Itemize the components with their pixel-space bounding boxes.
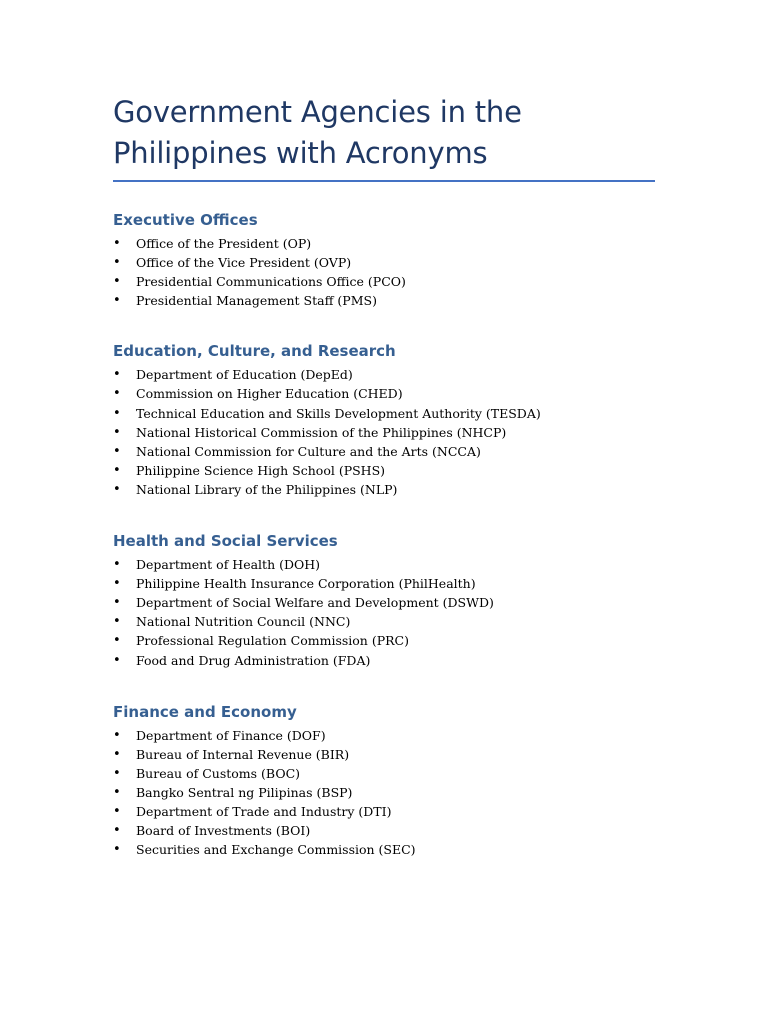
list-item-text: Technical Education and Skills Development Authority (TESDA) (136, 405, 541, 421)
bullet-icon: • (113, 405, 121, 421)
bullet-icon: • (113, 784, 121, 800)
list-item-text: Food and Drug Administration (FDA) (136, 652, 371, 668)
list-item-text: Department of Education (DepEd) (136, 367, 353, 383)
list-item-text: Philippine Science High School (PSHS) (136, 462, 386, 478)
list-item (113, 442, 655, 461)
bullet-icon: • (113, 424, 121, 440)
list-item (113, 384, 655, 403)
list-item-text: Office of the Vice President (OVP) (136, 255, 352, 271)
list-item-text: Philippine Health Insurance Corporation (PhilHealth) (136, 576, 476, 592)
section-education-culture-research (113, 341, 655, 499)
list-item-text: Office of the President (OP) (136, 236, 312, 251)
list-item (113, 821, 655, 840)
section-heading: Finance and Economy (113, 702, 297, 721)
bullet-icon: • (113, 765, 121, 781)
section-heading: Health and Social Services (113, 532, 338, 551)
list-item-text: Commission on Higher Education (CHED) (136, 386, 403, 402)
list-item (113, 461, 655, 480)
list-item (113, 574, 655, 593)
list-item (113, 480, 655, 499)
list-item (113, 612, 655, 631)
list-item (113, 764, 655, 783)
document-page (113, 92, 655, 859)
list-item (113, 272, 655, 291)
bullet-icon: • (113, 595, 121, 611)
bullet-list (113, 555, 655, 670)
list-item-text: Bangko Sentral ng Pilipinas (BSP) (136, 784, 353, 800)
list-item (113, 631, 655, 650)
list-item (113, 423, 655, 442)
list-item (113, 651, 655, 670)
list-item (113, 593, 655, 612)
bullet-icon: • (113, 614, 121, 630)
section-heading: Executive Offices (113, 211, 258, 229)
list-item-text: National Commission for Culture and the Arts (NCCA) (136, 443, 481, 459)
bullet-icon: • (113, 462, 121, 478)
bullet-icon: • (113, 652, 121, 668)
bullet-icon: • (113, 443, 121, 459)
bullet-icon: • (113, 842, 121, 858)
list-item (113, 253, 655, 272)
list-item (113, 555, 655, 574)
list-item-text: Presidential Communications Office (PCO) (136, 274, 406, 290)
list-item-text: National Historical Commission of the Philippines (NHCP) (136, 424, 507, 440)
bullet-icon: • (113, 293, 121, 309)
bullet-icon: • (113, 727, 121, 743)
section-heading: Education, Culture, and Research (113, 342, 396, 361)
list-item (113, 802, 655, 821)
section-executive-offices (113, 210, 655, 310)
list-item-text: National Nutrition Council (NNC) (136, 614, 351, 630)
bullet-icon: • (113, 746, 121, 762)
bullet-icon: • (113, 481, 121, 497)
list-item (113, 365, 655, 384)
list-item-text: Department of Trade and Industry (DTI) (136, 803, 392, 819)
bullet-list (113, 234, 655, 310)
list-item (113, 726, 655, 745)
list-item-text: Professional Regulation Commission (PRC) (136, 633, 409, 649)
section-finance-economy (113, 702, 655, 860)
bullet-list (113, 365, 655, 499)
bullet-icon: • (113, 557, 121, 573)
bullet-icon: • (113, 367, 121, 383)
section-health-social-services (113, 531, 655, 670)
list-item (113, 404, 655, 423)
list-item-text: Department of Health (DOH) (136, 557, 321, 573)
list-item-text: Presidential Management Staff (PMS) (136, 293, 377, 309)
bullet-icon: • (113, 803, 121, 819)
list-item-text: Securities and Exchange Commission (SEC) (136, 842, 416, 858)
list-item-text: National Library of the Philippines (NLP) (136, 481, 398, 497)
bullet-icon: • (113, 633, 121, 649)
document-title: Government Agencies in the Philippines with Acronyms (113, 92, 655, 182)
bullet-icon: • (113, 823, 121, 839)
bullet-list (113, 726, 655, 860)
bullet-icon: • (113, 576, 121, 592)
list-item-text: Department of Social Welfare and Development (DSWD) (136, 595, 494, 611)
list-item (113, 745, 655, 764)
list-item-text: Board of Investments (BOI) (136, 823, 311, 839)
list-item-text: Department of Finance (DOF) (136, 727, 326, 743)
bullet-icon: • (113, 274, 121, 290)
list-item (113, 783, 655, 802)
bullet-icon: • (113, 236, 121, 251)
list-item-text: Bureau of Customs (BOC) (136, 765, 301, 781)
list-item (113, 291, 655, 310)
bullet-icon: • (113, 386, 121, 402)
list-item-text: Bureau of Internal Revenue (BIR) (136, 746, 350, 762)
list-item (113, 234, 655, 253)
bullet-icon: • (113, 255, 121, 271)
list-item (113, 840, 655, 859)
